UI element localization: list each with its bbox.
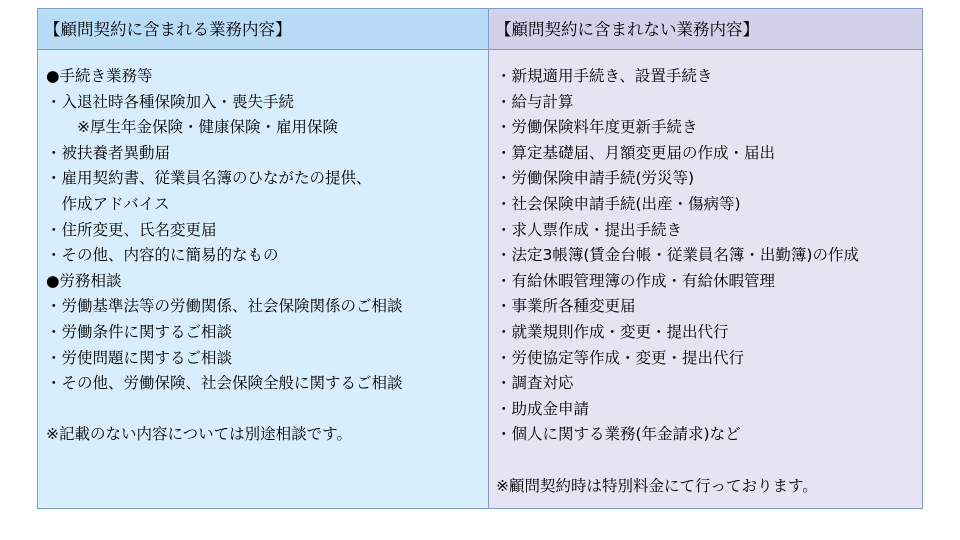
included-services-list xyxy=(38,50,488,448)
list-item: ・法定3帳簿(賃金台帳・従業員名簿・出勤簿)の作成 xyxy=(496,246,859,265)
list-item: ・労働基準法等の労働関係、社会保険関係のご相談 xyxy=(46,297,403,316)
list-item: ・求人票作成・提出手続き xyxy=(496,220,683,239)
list-item xyxy=(46,397,488,423)
list-item: ・その他、労働保険、社会保険全般に関するご相談 xyxy=(46,374,403,393)
list-item xyxy=(496,448,922,474)
included-services-cell xyxy=(38,50,489,508)
excluded-services-header: 【顧問契約に含まれない業務内容】 xyxy=(495,20,759,39)
list-item: ・助成金申請 xyxy=(496,399,590,418)
list-item: ・有給休暇管理簿の作成・有給休暇管理 xyxy=(496,271,776,290)
list-item: ・労使協定等作成・変更・提出代行 xyxy=(496,348,745,367)
list-item: ・新規適用手続き、設置手続き xyxy=(496,67,713,85)
list-item: ・労働保険申請手続(労災等) xyxy=(496,169,695,188)
list-item: ●手続き業務等 xyxy=(46,67,153,85)
list-item: ・労働保険料年度更新手続き xyxy=(496,118,698,137)
list-item: 作成アドバイス xyxy=(46,194,170,213)
list-item: ・個人に関する業務(年金請求)など xyxy=(496,425,741,444)
list-item: ・調査対応 xyxy=(496,374,574,393)
list-item: ・その他、内容的に簡易的なもの xyxy=(46,246,279,265)
list-item: ※厚生年金保険・健康保険・雇用保険 xyxy=(46,118,338,137)
list-item: ・社会保険申請手続(出産・傷病等) xyxy=(496,194,741,213)
note-text: ※記載のない内容については別途相談です。 xyxy=(46,425,352,444)
list-item: ・事業所各種変更届 xyxy=(496,297,636,316)
list-item: ・入退社時各種保険加入・喪失手続 xyxy=(46,92,295,111)
list-item: ・住所変更、氏名変更届 xyxy=(46,220,217,239)
list-item: ・算定基礎届、月額変更届の作成・届出 xyxy=(496,143,776,162)
excluded-services-header-cell xyxy=(489,9,922,50)
list-item: ・被扶養者異動届 xyxy=(46,143,171,162)
excluded-services-list xyxy=(489,50,922,499)
included-services-header: 【顧問契約に含まれる業務内容】 xyxy=(44,20,292,39)
list-item: ・就業規則作成・変更・提出代行 xyxy=(496,322,729,341)
list-item: ・給与計算 xyxy=(496,92,574,111)
list-item: ・雇用契約書、従業員名簿のひながたの提供、 xyxy=(46,169,372,188)
list-item: ・労使問題に関するご相談 xyxy=(46,348,233,367)
excluded-services-cell xyxy=(489,50,922,508)
service-comparison-table xyxy=(37,8,923,509)
list-item: ●労務相談 xyxy=(46,271,122,290)
note-text: ※顧問契約時は特別料金にて行っております。 xyxy=(496,476,818,495)
included-services-header-cell xyxy=(38,9,489,50)
list-item: ・労働条件に関するご相談 xyxy=(46,322,233,341)
